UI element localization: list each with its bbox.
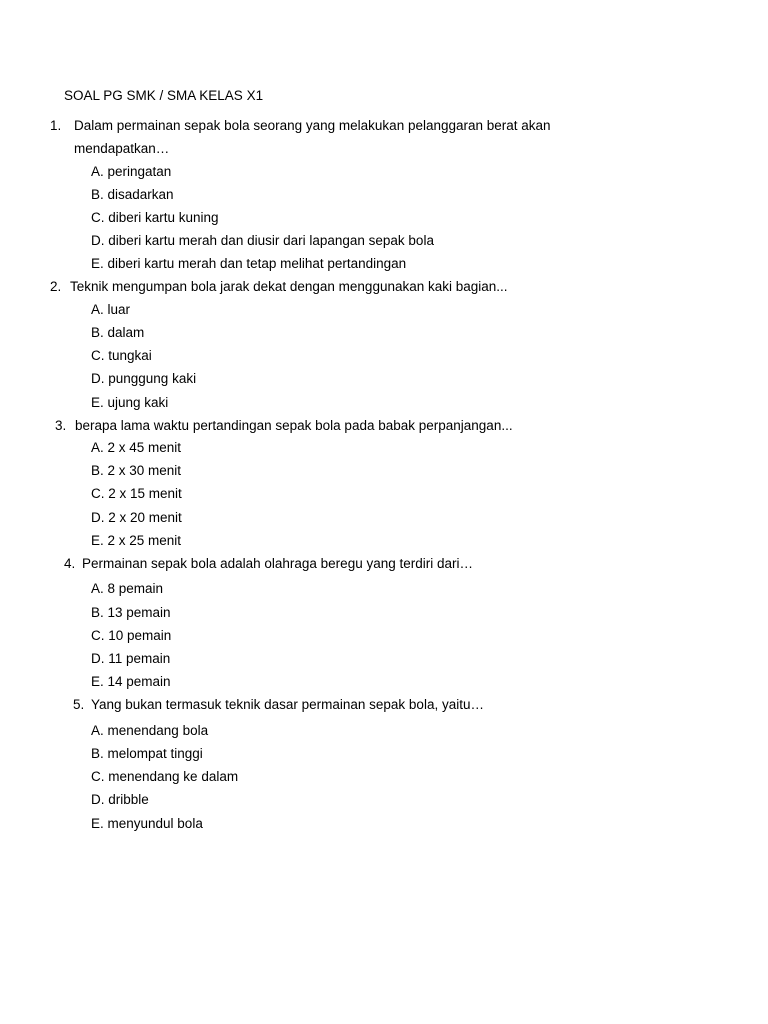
question-5 xyxy=(73,697,484,713)
option-item: A. 2 x 45 menit xyxy=(91,440,182,455)
option-item: E. diberi kartu merah dan tetap melihat pertandingan xyxy=(91,256,407,271)
question-1 xyxy=(50,118,551,134)
question-3 xyxy=(55,418,513,434)
question-text: Yang bukan termasuk teknik dasar permainan sepak bola, yaitu… xyxy=(91,697,484,712)
question-text: Permainan sepak bola adalah olahraga beregu yang terdiri dari… xyxy=(82,556,473,571)
option-item: D. 2 x 20 menit xyxy=(91,510,182,525)
page-title: SOAL PG SMK / SMA KELAS X1 xyxy=(64,88,264,103)
option-item: D. diberi kartu merah dan diusir dari lapangan sepak bola xyxy=(91,233,434,248)
option-item: D. 11 pemain xyxy=(91,651,171,666)
option-item: A. luar xyxy=(91,302,131,317)
option-item: E. menyundul bola xyxy=(91,816,203,831)
option-item: A. peringatan xyxy=(91,164,172,179)
option-item: D. punggung kaki xyxy=(91,371,197,386)
option-item: C. diberi kartu kuning xyxy=(91,210,219,225)
option-item: E. 2 x 25 menit xyxy=(91,533,182,548)
question-4 xyxy=(64,556,473,572)
question-number: 5. xyxy=(73,697,85,712)
question-text: berapa lama waktu pertandingan sepak bola pada babak perpanjangan... xyxy=(75,418,513,433)
option-item: C. menendang ke dalam xyxy=(91,769,239,784)
question-text: Teknik mengumpan bola jarak dekat dengan menggunakan kaki bagian... xyxy=(70,279,508,294)
option-item: D. dribble xyxy=(91,792,149,807)
question-text: Dalam permainan sepak bola seorang yang melakukan pelanggaran berat akan xyxy=(74,118,551,133)
question-text-continued: mendapatkan… xyxy=(74,141,170,156)
option-item: A. 8 pemain xyxy=(91,581,164,596)
option-item: B. dalam xyxy=(91,325,145,340)
option-item: C. tungkai xyxy=(91,348,152,363)
question-number: 1. xyxy=(50,118,62,133)
option-item: B. melompat tinggi xyxy=(91,746,203,761)
option-item: C. 2 x 15 menit xyxy=(91,486,182,501)
question-number: 3. xyxy=(55,418,67,433)
option-item: B. 13 pemain xyxy=(91,605,171,620)
option-item: E. ujung kaki xyxy=(91,395,169,410)
question-number: 2. xyxy=(50,279,62,294)
option-item: B. disadarkan xyxy=(91,187,174,202)
option-item: A. menendang bola xyxy=(91,723,209,738)
question-2 xyxy=(50,279,508,295)
option-item: B. 2 x 30 menit xyxy=(91,463,182,478)
option-item: E. 14 pemain xyxy=(91,674,171,689)
option-item: C. 10 pemain xyxy=(91,628,172,643)
question-number: 4. xyxy=(64,556,76,571)
